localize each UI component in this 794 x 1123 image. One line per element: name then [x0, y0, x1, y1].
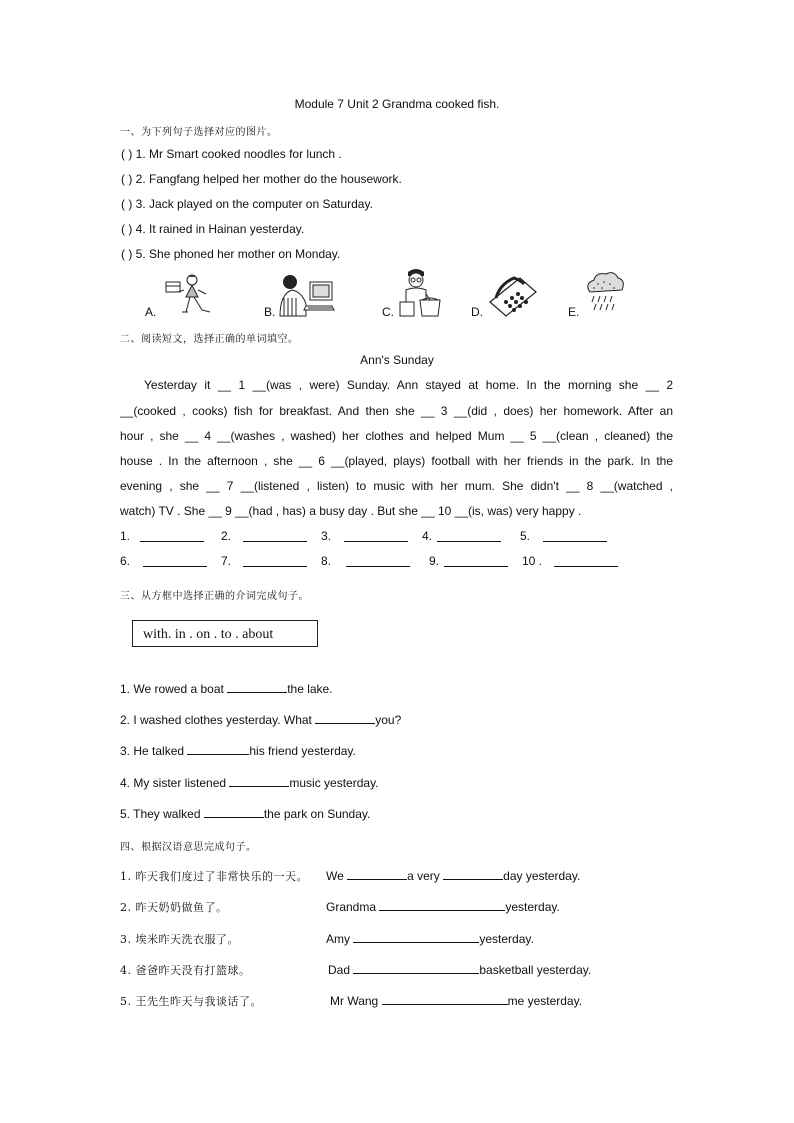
fill-blank[interactable]: [229, 774, 289, 787]
question-text: 5. She phoned her mother on Monday.: [135, 247, 341, 261]
housework-icon: [162, 272, 222, 318]
question-text: 3. Jack played on the computer on Saturday.: [135, 197, 373, 211]
fill-blank[interactable]: [347, 867, 407, 880]
answer-blank-2[interactable]: [243, 529, 307, 542]
section3-heading: 三、从方框中选择正确的介词完成句子。: [120, 591, 309, 602]
sentence-text: 2. I washed clothes yesterday. What: [120, 713, 316, 727]
answer-label-3: 3.: [321, 529, 332, 543]
answer-blank-6[interactable]: [143, 554, 207, 567]
option-b-label: B.: [264, 305, 276, 319]
page-title: Module 7 Unit 2 Grandma cooked fish.: [294, 97, 500, 111]
fill-blank[interactable]: [379, 898, 505, 911]
translate-sentence-1: [326, 867, 580, 883]
sentence-text: Grandma: [326, 900, 380, 914]
option-c-label: C.: [382, 305, 394, 319]
answer-paren[interactable]: ( ): [121, 172, 133, 186]
question-text: 1. Mr Smart cooked noodles for lunch .: [135, 147, 342, 161]
story-line-2: __(cooked , cooks) fish for breakfast. And then she __ 3 __(did , does) her homework. After an: [120, 404, 673, 418]
fill-sentence-3: [120, 742, 356, 758]
sentence-text: me yesterday.: [507, 994, 583, 1008]
rain-cloud-icon: [584, 270, 624, 316]
fill-blank[interactable]: [353, 930, 479, 943]
story-line-6: watch) TV . She __ 9 __(had , has) a busy day . But she __ 10 __(is, was) very happy .: [120, 504, 582, 518]
fill-blank[interactable]: [227, 680, 287, 693]
story-line-1: Yesterday it __ 1 __(was , were) Sunday. Ann stayed at home. In the morning she __ 2: [144, 378, 673, 392]
cn-prompt-1: 1. 昨天我们度过了非常快乐的一天。: [120, 870, 308, 883]
sentence-text: day yesterday.: [503, 869, 581, 883]
answer-label-2: 2.: [221, 529, 232, 543]
story-line-3: hour , she __ 4 __(washes , washed) her clothes and helped Mum __ 5 __(clean , cleaned) the: [120, 429, 673, 443]
option-e-label: E.: [568, 305, 580, 319]
story-line-5: evening , she __ 7 __(listened , listen) to music with her mum. She didn't __ 8 __(watched ,: [120, 479, 673, 493]
answer-label-1: 1.: [120, 529, 131, 543]
answer-blank-8[interactable]: [346, 554, 410, 567]
section4-heading: 四、根据汉语意思完成句子。: [120, 842, 257, 853]
answer-label-4: 4.: [422, 529, 433, 543]
answer-label-7: 7.: [221, 554, 232, 568]
cn-prompt-2: 2. 昨天奶奶做鱼了。: [120, 901, 228, 914]
cn-prompt-3: 3. 埃米昨天洗衣服了。: [120, 933, 239, 946]
story-title: Ann's Sunday: [360, 353, 434, 367]
translate-sentence-4: [328, 961, 591, 977]
cooking-icon: [396, 268, 444, 318]
sentence-text: music yesterday.: [289, 776, 379, 790]
sentence-text: 3. He talked: [120, 744, 188, 758]
answer-label-5: 5.: [520, 529, 531, 543]
answer-label-8: 8.: [321, 554, 332, 568]
sentence-text: yesterday.: [479, 932, 534, 946]
answer-blank-10[interactable]: [554, 554, 618, 567]
sentence-text: Amy: [326, 932, 354, 946]
section2-heading: 二、阅读短文，选择正确的单词填空。: [120, 334, 299, 345]
translate-sentence-2: [326, 898, 560, 914]
sentence-text: the lake.: [287, 682, 333, 696]
answer-paren[interactable]: ( ): [121, 197, 133, 211]
sentence-text: his friend yesterday.: [249, 744, 356, 758]
fill-blank[interactable]: [204, 805, 264, 818]
fill-blank[interactable]: [353, 961, 479, 974]
option-d-label: D.: [471, 305, 483, 319]
answer-label-10: 10 .: [522, 554, 543, 568]
cn-prompt-5: 5. 王先生昨天与我谈话了。: [120, 995, 262, 1008]
answer-label-9: 9.: [429, 554, 440, 568]
sentence-text: you?: [375, 713, 402, 727]
sentence-text: Mr Wang: [330, 994, 382, 1008]
fill-sentence-1: [120, 680, 333, 696]
option-a-label: A.: [145, 305, 157, 319]
question-1: [121, 147, 342, 161]
cn-prompt-4: 4. 爸爸昨天没有打篮球。: [120, 964, 251, 977]
sentence-text: We: [326, 869, 348, 883]
translate-sentence-3: [326, 930, 534, 946]
question-5: [121, 247, 340, 261]
sentence-text: a very: [407, 869, 444, 883]
question-text: 4. It rained in Hainan yesterday.: [135, 222, 305, 236]
question-text: 2. Fangfang helped her mother do the housework.: [135, 172, 402, 186]
story-line-4: house . In the afternoon , she __ 6 __(played, plays) football with her friends in the park. In the: [120, 454, 673, 468]
sentence-text: 5. They walked: [120, 807, 204, 821]
sentence-text: Dad: [328, 963, 354, 977]
answer-blank-4[interactable]: [437, 529, 501, 542]
fill-sentence-4: [120, 774, 379, 790]
computer-icon: [278, 272, 336, 318]
answer-blank-9[interactable]: [444, 554, 508, 567]
sentence-text: yesterday.: [505, 900, 560, 914]
question-4: [121, 222, 304, 236]
answer-paren[interactable]: ( ): [121, 247, 133, 261]
fill-sentence-2: [120, 711, 401, 727]
question-3: [121, 197, 373, 211]
fill-blank[interactable]: [315, 711, 375, 724]
answer-blank-1[interactable]: [140, 529, 204, 542]
sentence-text: 1. We rowed a boat: [120, 682, 228, 696]
fill-blank[interactable]: [187, 742, 249, 755]
question-2: [121, 172, 402, 186]
fill-sentence-5: [120, 805, 370, 821]
translate-sentence-5: [330, 992, 582, 1008]
answer-paren[interactable]: ( ): [121, 222, 133, 236]
answer-label-6: 6.: [120, 554, 131, 568]
sentence-text: 4. My sister listened: [120, 776, 230, 790]
word-box: with. in . on . to . about: [132, 620, 318, 647]
sentence-text: basketball yesterday.: [479, 963, 592, 977]
answer-blank-3[interactable]: [344, 529, 408, 542]
fill-blank[interactable]: [382, 992, 508, 1005]
answer-paren[interactable]: ( ): [121, 147, 133, 161]
answer-blank-7[interactable]: [243, 554, 307, 567]
telephone-icon: [486, 272, 540, 318]
fill-blank[interactable]: [443, 867, 503, 880]
section1-heading: 一、为下列句子选择对应的图片。: [120, 127, 278, 138]
answer-blank-5[interactable]: [543, 529, 607, 542]
sentence-text: the park on Sunday.: [263, 807, 371, 821]
